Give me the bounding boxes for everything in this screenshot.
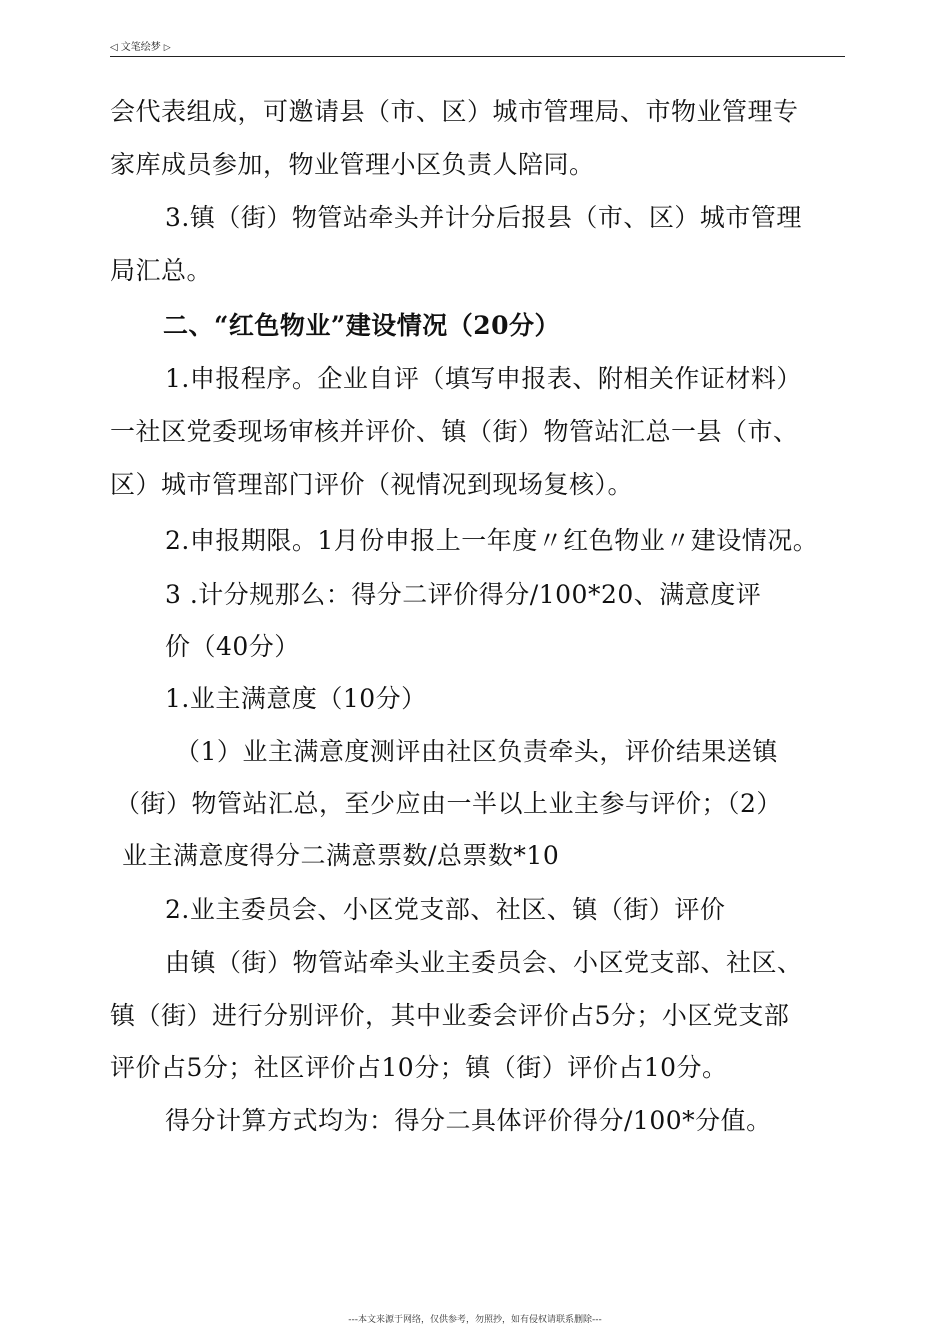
paragraph-line: 价（40分） (165, 632, 300, 661)
paragraph-line: 3.镇（街）物管站牵头并计分后报县（市、区）城市管理 (165, 203, 802, 232)
paragraph-line: 3 .计分规那么：得分二评价得分/100*20、满意度评 (165, 580, 762, 609)
paragraph-line: 1.申报程序。企业自评（填写申报表、附相关作证材料） (165, 364, 802, 393)
header-title: 文笔绘梦 (120, 42, 161, 53)
paragraph-line: 区）城市管理部门评价（视情况到现场复核）。 (110, 470, 634, 499)
paragraph-line: 得分计算方式均为：得分二具体评价得分/100*分值。 (165, 1106, 772, 1135)
paragraph-line: 2.申报期限。1月份申报上一年度〃红色物业〃建设情况。 (165, 526, 819, 555)
paragraph-line: 2.业主委员会、小区党支部、社区、镇（街）评价 (165, 895, 726, 924)
page-footer: ---本文来源于网络，仅供参考，勿照抄，如有侵权请联系删除--- (348, 1315, 602, 1325)
paragraph-line: 评价占5分；社区评价占10分；镇（街）评价占10分。 (110, 1053, 728, 1082)
left-arrow-icon: ◁ (110, 42, 118, 53)
section-heading: 二、“红色物业”建设情况（20分） (163, 311, 561, 340)
paragraph-line: （街）物管站汇总，至少应由一半以上业主参与评价；（2） (115, 789, 782, 818)
paragraph-line: 1.业主满意度（10分） (165, 684, 427, 713)
page-header (110, 40, 845, 56)
paragraph-line: 镇（街）进行分别评价，其中业委会评价占5分；小区党支部 (110, 1001, 790, 1030)
header-divider (110, 56, 845, 57)
paragraph-line: 由镇（街）物管站牵头业主委员会、小区党支部、社区、 (165, 948, 803, 977)
right-arrow-icon: ▷ (163, 43, 171, 53)
paragraph-line: 局汇总。 (110, 256, 213, 285)
paragraph-line: （1）业主满意度测评由社区负责牵头，评价结果送镇 (175, 737, 778, 766)
paragraph-line: 家库成员参加，物业管理小区负责人陪同。 (110, 150, 595, 179)
paragraph-line: 会代表组成，可邀请县（市、区）城市管理局、市物业管理专 (110, 97, 799, 126)
paragraph-line: 业主满意度得分二满意票数/总票数*10 (122, 841, 560, 870)
paragraph-line: 一社区党委现场审核并评价、镇（街）物管站汇总一县（市、 (110, 417, 799, 446)
